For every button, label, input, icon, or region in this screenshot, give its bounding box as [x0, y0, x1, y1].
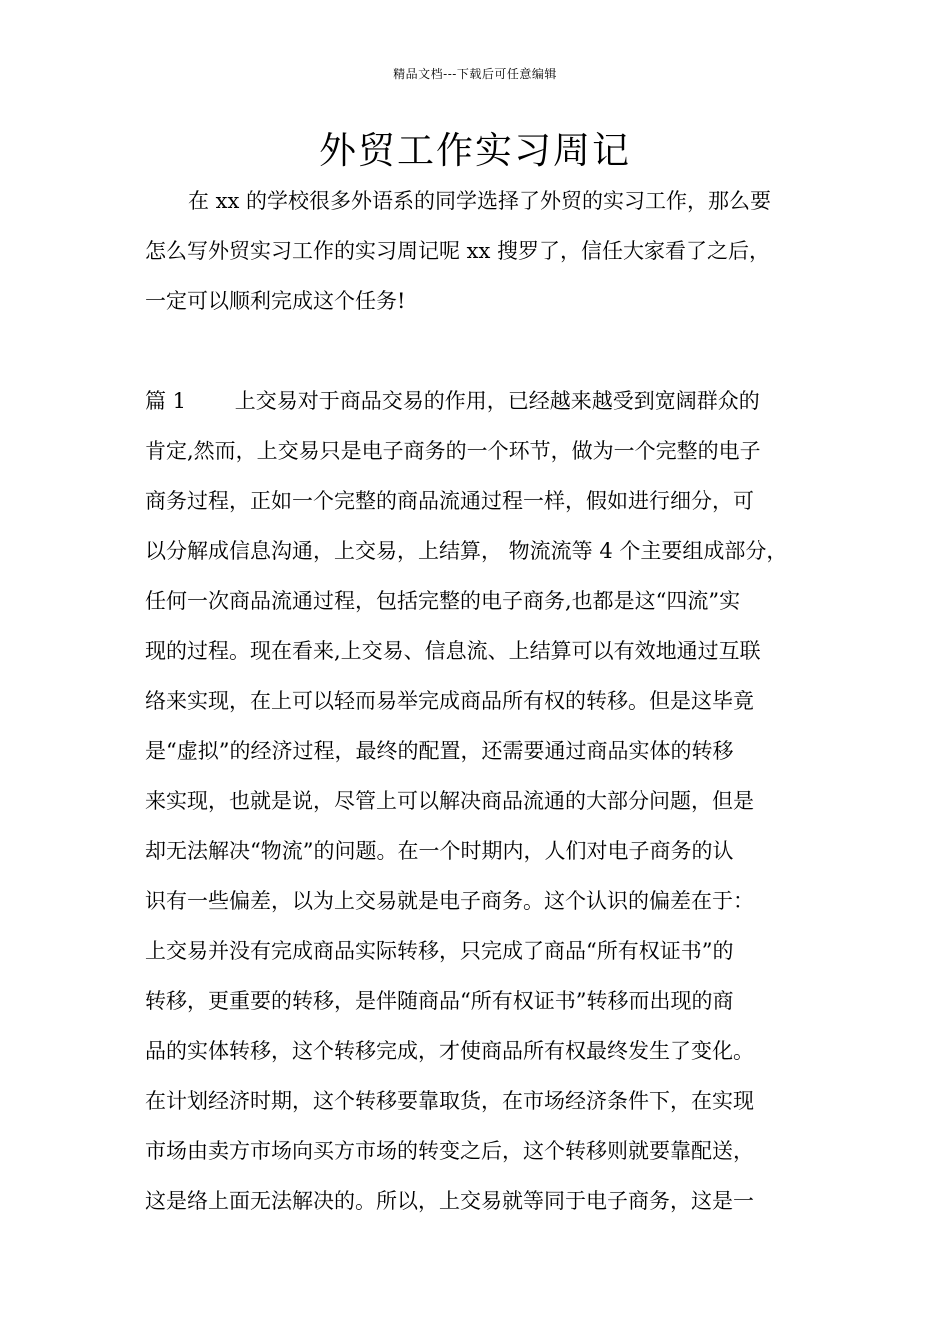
body-line: 络来实现，在上可以轻而易举完成商品所有权的转移。但是这毕竟	[145, 689, 754, 713]
body-line: 在计划经济时期，这个转移要靠取货，在市场经济条件下，在实现	[145, 1089, 754, 1113]
body-line: 篇 1 上交易对于商品交易的作用，已经越来越受到宽阔群众的	[145, 389, 760, 413]
body-line: 市场由卖方市场向买方市场的转变之后，这个转移则就要靠配送，	[145, 1139, 754, 1163]
body-line: 识有一些偏差，以为上交易就是电子商务。这个认识的偏差在于：	[145, 889, 754, 913]
body-line: 以分解成信息沟通，上交易，上结算， 物流流等 4 个主要组成部分，	[145, 539, 788, 563]
body-line: 任何一次商品流通过程，包括完整的电子商务,也都是这“四流”实	[145, 589, 741, 613]
intro-paragraph	[145, 176, 810, 326]
body-line: 转移，更重要的转移，是伴随商品“所有权证书”转移而出现的商	[145, 989, 734, 1013]
body-line: 来实现，也就是说，尽管上可以解决商品流通的大部分问题，但是	[145, 789, 754, 813]
intro-line: 一定可以顺利完成这个任务!	[145, 289, 406, 313]
body-line: 是“虚拟”的经济过程，最终的配置，还需要通过商品实体的转移	[145, 739, 734, 763]
body-line: 品的实体转移，这个转移完成，才使商品所有权最终发生了变化。	[145, 1039, 754, 1063]
body-line: 商务过程，正如一个完整的商品流通过程一样，假如进行细分，可	[145, 489, 754, 513]
body-line: 肯定,然而，上交易只是电子商务的一个环节，做为一个完整的电子	[145, 439, 761, 463]
body-line: 这是络上面无法解决的。所以，上交易就等同于电子商务，这是一	[145, 1189, 754, 1213]
header-note: 精品文档---下载后可任意编辑	[393, 67, 557, 81]
body-line: 上交易并没有完成商品实际转移，只完成了商品“所有权证书”的	[145, 939, 734, 963]
intro-line: 在 xx 的学校很多外语系的同学选择了外贸的实习工作，那么要	[188, 189, 772, 213]
body-line: 却无法解决“物流”的问题。在一个时期内，人们对电子商务的认	[145, 839, 734, 863]
body-paragraph	[145, 376, 810, 1226]
document-title: 外贸工作实习周记	[319, 129, 631, 172]
body-line: 现的过程。现在看来,上交易、信息流、上结算可以有效地通过互联	[145, 639, 761, 663]
intro-line: 怎么写外贸实习工作的实习周记呢 xx 搜罗了，信任大家看了之后，	[145, 239, 771, 263]
